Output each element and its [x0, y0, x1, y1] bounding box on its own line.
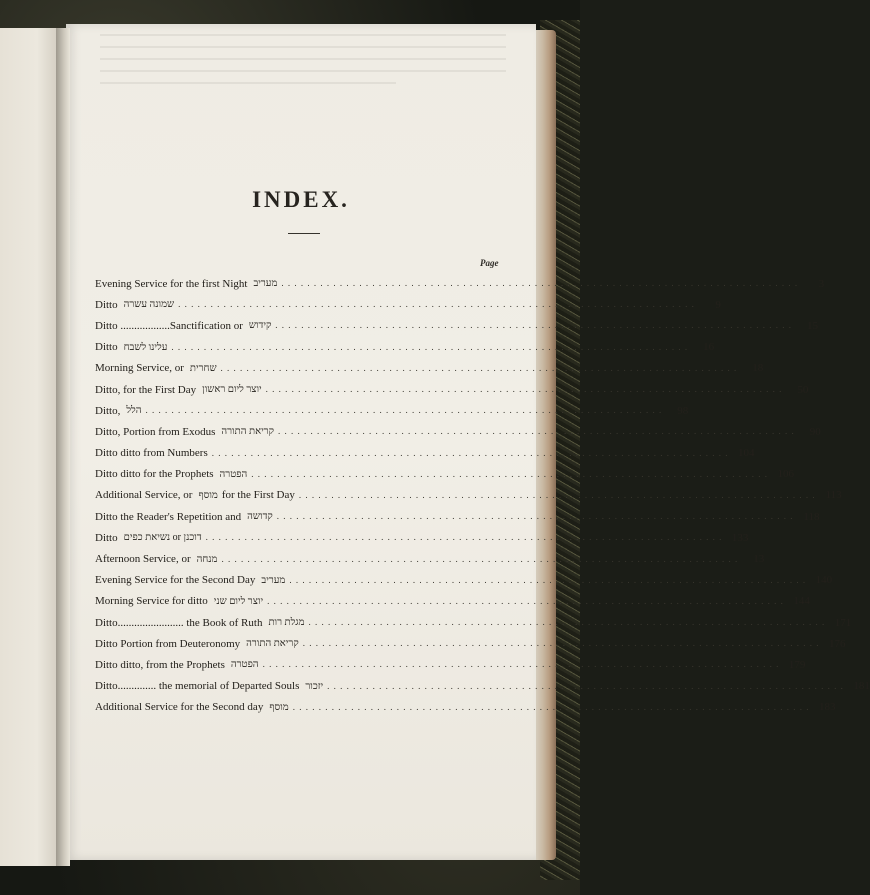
entry-hebrew-title: מגלת רות: [268, 617, 305, 629]
entry-title: Ditto........................ the Book of Ruth: [95, 616, 263, 629]
entry-page-number: 13: [753, 553, 765, 566]
entry-title: Ditto, Portion from Exodus: [95, 425, 216, 438]
index-entry: [95, 379, 809, 400]
entry-title-suffix: for the First Day: [221, 489, 295, 502]
page-block-edge: [534, 30, 556, 860]
entry-hebrew-title: מעריב: [261, 574, 286, 586]
entry-hebrew-title: הפטרה: [230, 659, 259, 671]
entry-page-number: 181: [853, 680, 870, 693]
index-entry: [95, 315, 819, 336]
entry-page-number: 183: [818, 701, 836, 714]
entry-hebrew-title: שמונה עשרה: [123, 299, 175, 311]
index-entry: [95, 294, 721, 315]
index-entry: [95, 464, 794, 485]
dot-leader: . . . . . . . . . . . . . . . . . . . . . . . . . . . . . . . . . . . . . . . . . . . . . . . . . . . . . . . . . . . . . . . . . . . . . . . . . . . . . . . .: [281, 278, 799, 289]
entry-page-number: 16: [703, 341, 715, 354]
index-entry: [95, 358, 764, 379]
title-rule: [288, 233, 320, 234]
dot-leader: . . . . . . . . . . . . . . . . . . . . . . . . . . . . . . . . . . . . . . . . . . . . . . . . . . . . . . . . . . . . . . . . . . . . . . . . . . . . . . . .: [277, 426, 795, 437]
entry-title: Ditto ditto, from the Prophets: [95, 658, 225, 671]
index-entry: [95, 400, 689, 421]
dot-leader: . . . . . . . . . . . . . . . . . . . . . . . . . . . . . . . . . . . . . . . . . . . . . . . . . . . . . . . . . . . . . . . . . . . . . . . . . . . . . . . .: [220, 362, 738, 373]
dot-leader: . . . . . . . . . . . . . . . . . . . . . . . . . . . . . . . . . . . . . . . . . . . . . . . . . . . . . . . . . . . . . . . . . . . . . . . . . . . . . . . .: [171, 341, 689, 352]
index-entry: [95, 654, 806, 675]
entry-page-number: 179: [788, 658, 806, 671]
entry-page-number: 3: [818, 277, 825, 290]
entry-hebrew-title: עלינו לשבח: [123, 341, 168, 353]
entry-hebrew-title: מנחה: [196, 553, 218, 565]
dot-leader: . . . . . . . . . . . . . . . . . . . . . . . . . . . . . . . . . . . . . . . . . . . . . . . . . . . . . . . . . . . . . . . . . . . . . . . . . . . . . . . .: [251, 468, 768, 479]
entry-page-number: 50: [797, 383, 809, 396]
entry-title: Morning Service for ditto: [95, 595, 208, 608]
entry-title: Ditto: [95, 341, 118, 354]
index-entry: [95, 485, 842, 506]
entry-hebrew-title: מוסף: [269, 701, 289, 713]
entry-title: Evening Service for the Second Day: [95, 574, 256, 587]
entry-title: Afternoon Service, or: [95, 553, 191, 566]
entry-page-number: 144: [793, 595, 810, 608]
index-entry: [95, 506, 820, 527]
entry-hebrew-title: קריאת התורה: [221, 426, 274, 438]
entry-page-number: 90: [809, 425, 821, 438]
entry-hebrew-title: הפטרה: [219, 468, 248, 480]
dot-leader: . . . . . . . . . . . . . . . . . . . . . . . . . . . . . . . . . . . . . . . . . . . . . . . . . . . . . . . . . . . . . . . . . . . . . . . . . . . . . . . .: [327, 680, 844, 691]
index-entry: [95, 633, 846, 654]
entry-hebrew-title: קריאת התורה: [246, 638, 299, 650]
book-gutter: [56, 28, 70, 866]
entry-page-number: 133: [731, 531, 749, 544]
entry-page-number: 18: [752, 362, 764, 375]
entry-title: Ditto,: [95, 404, 121, 417]
index-entry: [95, 591, 810, 612]
entry-title: Ditto the Reader's Repetition and: [95, 510, 242, 523]
dot-leader: . . . . . . . . . . . . . . . . . . . . . . . . . . . . . . . . . . . . . . . . . . . . . . . . . . . . . . . . . . . . . . . . . . . . . . . . . . . . . . . .: [211, 447, 729, 458]
index-entry: [95, 612, 852, 633]
dot-leader: . . . . . . . . . . . . . . . . . . . . . . . . . . . . . . . . . . . . . . . . . . . . . . . . . . . . . . . . . . . . . . . . . . . . . . . . . . . . . . . .: [298, 489, 816, 500]
index-entries: [95, 273, 870, 718]
dot-leader: . . . . . . . . . . . . . . . . . . . . . . . . . . . . . . . . . . . . . . . . . . . . . . . . . . . . . . . . . . . . . . . . . . . . . . . . . . . . . . . .: [276, 511, 794, 522]
entry-page-number: 113: [825, 489, 842, 502]
index-entry: [95, 421, 821, 442]
entry-page-number: 176: [828, 637, 846, 650]
entry-title: Ditto: [95, 531, 118, 544]
entry-page-number: 171: [834, 616, 852, 629]
left-page: [0, 28, 62, 866]
entry-title: Additional Service for the Second day: [95, 701, 264, 714]
entry-page-number: 9: [715, 298, 721, 311]
entry-title: Ditto ditto for the Prophets: [95, 468, 214, 481]
dot-leader: . . . . . . . . . . . . . . . . . . . . . . . . . . . . . . . . . . . . . . . . . . . . . . . . . . . . . . . . . . . . . . . . . . . . . . . . . . . . . . . .: [289, 574, 807, 585]
entry-hebrew-title: מעריב: [253, 278, 278, 290]
entry-title: Evening Service for the first Night: [95, 277, 248, 290]
entry-page-number: 98: [677, 404, 689, 417]
dot-leader: . . . . . . . . . . . . . . . . . . . . . . . . . . . . . . . . . . . . . . . . . . . . . . . . . . . . . . . . . . . . . . . . . . . . . . . . . . . . . . . .: [178, 299, 695, 310]
entry-title: Ditto ..................Sanctification or: [95, 319, 243, 332]
entry-hebrew-title: דוכנן or נשיאת כפים: [123, 532, 202, 544]
index-entry: [95, 443, 755, 464]
entry-hebrew-title: שחרית: [189, 362, 217, 374]
index-entry: [95, 676, 870, 697]
entry-title: Morning Service, or: [95, 362, 184, 375]
entry-page-number: 140: [815, 574, 833, 587]
dot-leader: . . . . . . . . . . . . . . . . . . . . . . . . . . . . . . . . . . . . . . . . . . . . . . . . . . . . . . . . . . . . . . . . . . . . . . . . . . . . . . . .: [308, 617, 826, 628]
page-title: INDEX.: [252, 187, 350, 212]
entry-title: Additional Service, or: [95, 489, 193, 502]
dot-leader: . . . . . . . . . . . . . . . . . . . . . . . . . . . . . . . . . . . . . . . . . . . . . . . . . . . . . . . . . . . . . . . . . . . . . . . . . . . . . . . .: [221, 553, 739, 564]
entry-page-number: 15: [807, 319, 819, 332]
dot-leader: . . . . . . . . . . . . . . . . . . . . . . . . . . . . . . . . . . . . . . . . . . . . . . . . . . . . . . . . . . . . . . . . . . . . . . . . . . . . . . . .: [292, 701, 810, 712]
entry-title: Ditto: [95, 298, 118, 311]
page-column-header: Page: [480, 258, 499, 268]
dot-leader: . . . . . . . . . . . . . . . . . . . . . . . . . . . . . . . . . . . . . . . . . . . . . . . . . . . . . . . . . . . . . . . . . . . . . . . . . . . . . . . .: [205, 532, 723, 543]
dot-leader: . . . . . . . . . . . . . . . . . . . . . . . . . . . . . . . . . . . . . . . . . . . . . . . . . . . . . . . . . . . . . . . . . . . . . . . . . . . . . . . .: [267, 595, 784, 606]
index-entry: [95, 527, 749, 548]
entry-page-number: 106: [777, 468, 794, 481]
index-entry: [95, 273, 825, 294]
dot-leader: . . . . . . . . . . . . . . . . . . . . . . . . . . . . . . . . . . . . . . . . . . . . . . . . . . . . . . . . . . . . . . . . . . . . . . . . . . . . . . . .: [275, 320, 793, 331]
dot-leader: . . . . . . . . . . . . . . . . . . . . . . . . . . . . . . . . . . . . . . . . . . . . . . . . . . . . . . . . . . . . . . . . . . . . . . . . . . . . . . . .: [262, 659, 780, 670]
entry-hebrew-title: הלל: [126, 405, 142, 417]
entry-hebrew-title: יוצר ליום ראשון: [202, 384, 262, 396]
entry-title: Ditto Portion from Deuteronomy: [95, 637, 241, 650]
entry-hebrew-title: יזכור: [305, 680, 324, 692]
entry-page-number: 104: [738, 447, 755, 460]
index-entry: [95, 697, 836, 718]
index-entry: [95, 548, 765, 569]
entry-hebrew-title: יוצר ליום שני: [213, 595, 264, 607]
index-entry: [95, 337, 715, 358]
index-entry: [95, 570, 833, 591]
entry-title: Ditto ditto from Numbers: [95, 447, 208, 460]
dot-leader: . . . . . . . . . . . . . . . . . . . . . . . . . . . . . . . . . . . . . . . . . . . . . . . . . . . . . . . . . . . . . . . . . . . . . . . . . . . . . . . .: [302, 638, 820, 649]
entry-title: Ditto, for the First Day: [95, 383, 197, 396]
entry-hebrew-title: קדושה: [247, 511, 273, 523]
entry-hebrew-title: קידוש: [248, 320, 272, 332]
entry-title: Ditto.............. the memorial of Departed Souls: [95, 680, 300, 693]
entry-hebrew-title: מוסף: [198, 489, 218, 501]
dot-leader: . . . . . . . . . . . . . . . . . . . . . . . . . . . . . . . . . . . . . . . . . . . . . . . . . . . . . . . . . . . . . . . . . . . . . . . . . . . . . . . .: [145, 405, 663, 416]
entry-page-number: 118: [803, 510, 820, 523]
dot-leader: . . . . . . . . . . . . . . . . . . . . . . . . . . . . . . . . . . . . . . . . . . . . . . . . . . . . . . . . . . . . . . . . . . . . . . . . . . . . . . . .: [265, 384, 783, 395]
